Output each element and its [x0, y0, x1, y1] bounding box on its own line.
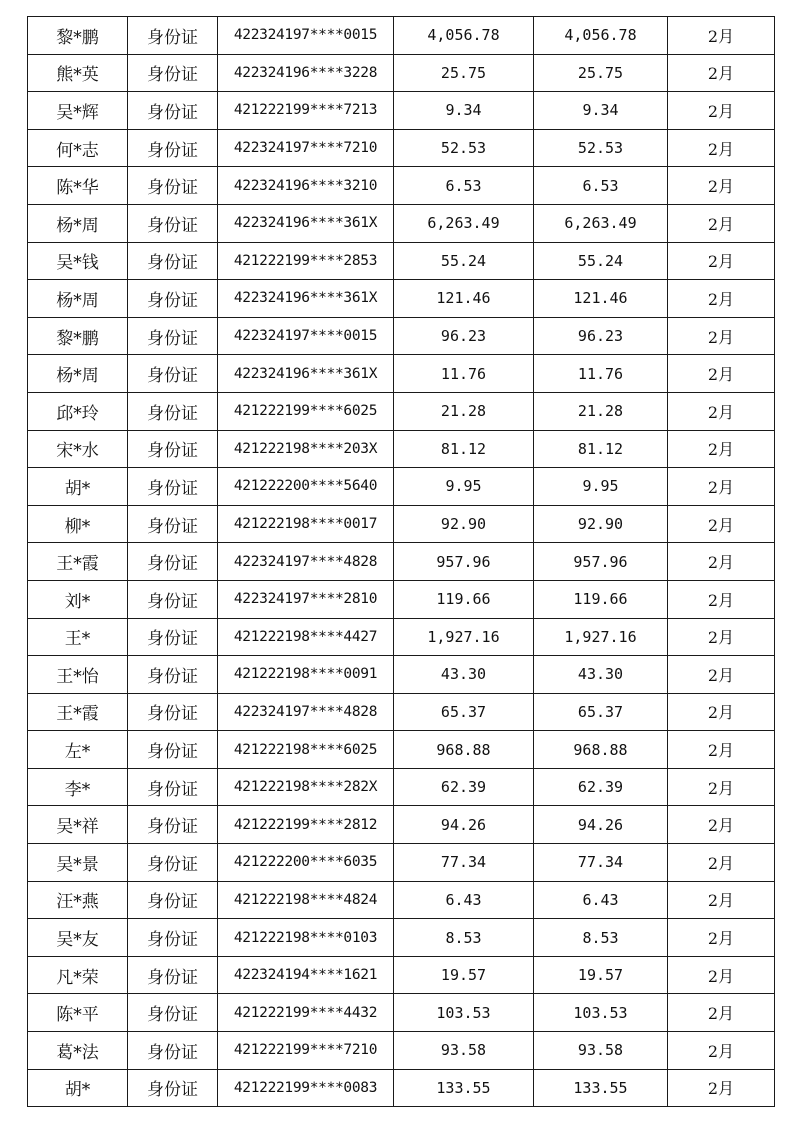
cell-id-type: 身份证 — [128, 242, 218, 280]
cell-month: 2月 — [668, 656, 775, 694]
cell-id-number: 421222198****0103 — [218, 919, 394, 957]
table-row — [28, 54, 775, 92]
cell-month: 2月 — [668, 280, 775, 318]
cell-amount-b: 4,056.78 — [534, 17, 668, 55]
cell-name: 熊*英 — [28, 54, 128, 92]
table-row — [28, 280, 775, 318]
cell-amount-a: 21.28 — [394, 392, 534, 430]
cell-id-type: 身份证 — [128, 994, 218, 1032]
cell-amount-b: 1,927.16 — [534, 618, 668, 656]
table-row — [28, 317, 775, 355]
cell-month: 2月 — [668, 204, 775, 242]
table-row — [28, 430, 775, 468]
cell-id-type: 身份证 — [128, 392, 218, 430]
cell-amount-b: 968.88 — [534, 731, 668, 769]
cell-id-number: 421222198****6025 — [218, 731, 394, 769]
cell-amount-b: 119.66 — [534, 580, 668, 618]
table-row — [28, 129, 775, 167]
cell-amount-b: 43.30 — [534, 656, 668, 694]
table-row — [28, 1032, 775, 1070]
cell-id-number: 422324194****1621 — [218, 956, 394, 994]
cell-id-number: 421222198****0091 — [218, 656, 394, 694]
cell-month: 2月 — [668, 167, 775, 205]
cell-id-type: 身份证 — [128, 881, 218, 919]
cell-month: 2月 — [668, 806, 775, 844]
table-row — [28, 543, 775, 581]
cell-name: 杨*周 — [28, 355, 128, 393]
cell-amount-a: 8.53 — [394, 919, 534, 957]
table-row — [28, 919, 775, 957]
cell-amount-b: 9.34 — [534, 92, 668, 130]
cell-name: 吴*友 — [28, 919, 128, 957]
cell-id-type: 身份证 — [128, 92, 218, 130]
cell-amount-a: 133.55 — [394, 1069, 534, 1107]
table-row — [28, 468, 775, 506]
cell-id-type: 身份证 — [128, 768, 218, 806]
cell-amount-b: 94.26 — [534, 806, 668, 844]
cell-name: 刘* — [28, 580, 128, 618]
cell-id-number: 421222199****2853 — [218, 242, 394, 280]
cell-month: 2月 — [668, 430, 775, 468]
cell-id-type: 身份证 — [128, 618, 218, 656]
table-row — [28, 242, 775, 280]
table-row — [28, 731, 775, 769]
table-row — [28, 355, 775, 393]
cell-name: 胡* — [28, 468, 128, 506]
table-row — [28, 392, 775, 430]
cell-amount-a: 25.75 — [394, 54, 534, 92]
table-row — [28, 618, 775, 656]
cell-amount-a: 96.23 — [394, 317, 534, 355]
table-row — [28, 167, 775, 205]
cell-month: 2月 — [668, 1069, 775, 1107]
cell-id-number: 421222199****2812 — [218, 806, 394, 844]
table-row — [28, 1069, 775, 1107]
cell-id-type: 身份证 — [128, 956, 218, 994]
cell-name: 杨*周 — [28, 204, 128, 242]
cell-id-number: 421222200****6035 — [218, 844, 394, 882]
table-row — [28, 505, 775, 543]
cell-name: 胡* — [28, 1069, 128, 1107]
cell-amount-a: 121.46 — [394, 280, 534, 318]
cell-name: 宋*水 — [28, 430, 128, 468]
cell-amount-a: 11.76 — [394, 355, 534, 393]
cell-amount-b: 9.95 — [534, 468, 668, 506]
cell-month: 2月 — [668, 994, 775, 1032]
cell-month: 2月 — [668, 17, 775, 55]
cell-amount-a: 77.34 — [394, 844, 534, 882]
cell-month: 2月 — [668, 543, 775, 581]
cell-amount-b: 77.34 — [534, 844, 668, 882]
cell-amount-b: 11.76 — [534, 355, 668, 393]
cell-amount-b: 6,263.49 — [534, 204, 668, 242]
cell-month: 2月 — [668, 468, 775, 506]
cell-amount-a: 62.39 — [394, 768, 534, 806]
cell-id-type: 身份证 — [128, 468, 218, 506]
cell-id-type: 身份证 — [128, 317, 218, 355]
cell-month: 2月 — [668, 618, 775, 656]
cell-id-number: 422324197****2810 — [218, 580, 394, 618]
cell-id-number: 422324197****0015 — [218, 17, 394, 55]
cell-amount-a: 968.88 — [394, 731, 534, 769]
cell-amount-a: 957.96 — [394, 543, 534, 581]
cell-id-number: 421222199****7213 — [218, 92, 394, 130]
cell-name: 王* — [28, 618, 128, 656]
table-row — [28, 844, 775, 882]
cell-month: 2月 — [668, 731, 775, 769]
cell-id-number: 422324196****361X — [218, 355, 394, 393]
cell-id-number: 421222199****6025 — [218, 392, 394, 430]
cell-amount-a: 4,056.78 — [394, 17, 534, 55]
table-row — [28, 656, 775, 694]
cell-id-type: 身份证 — [128, 355, 218, 393]
cell-id-number: 421222200****5640 — [218, 468, 394, 506]
cell-amount-b: 6.53 — [534, 167, 668, 205]
cell-id-type: 身份证 — [128, 54, 218, 92]
cell-amount-a: 92.90 — [394, 505, 534, 543]
cell-amount-a: 43.30 — [394, 656, 534, 694]
cell-id-number: 422324197****4828 — [218, 693, 394, 731]
cell-month: 2月 — [668, 242, 775, 280]
table-row — [28, 806, 775, 844]
cell-amount-a: 1,927.16 — [394, 618, 534, 656]
cell-month: 2月 — [668, 505, 775, 543]
cell-name: 左* — [28, 731, 128, 769]
cell-month: 2月 — [668, 844, 775, 882]
cell-month: 2月 — [668, 919, 775, 957]
cell-id-type: 身份证 — [128, 806, 218, 844]
cell-amount-a: 55.24 — [394, 242, 534, 280]
cell-name: 葛*法 — [28, 1032, 128, 1070]
cell-id-type: 身份证 — [128, 693, 218, 731]
cell-id-type: 身份证 — [128, 17, 218, 55]
cell-month: 2月 — [668, 956, 775, 994]
cell-month: 2月 — [668, 392, 775, 430]
table-row — [28, 17, 775, 55]
cell-id-type: 身份证 — [128, 1032, 218, 1070]
cell-id-number: 422324196****3210 — [218, 167, 394, 205]
cell-name: 吴*祥 — [28, 806, 128, 844]
cell-month: 2月 — [668, 355, 775, 393]
cell-month: 2月 — [668, 129, 775, 167]
cell-id-number: 421222199****4432 — [218, 994, 394, 1032]
cell-id-number: 421222199****7210 — [218, 1032, 394, 1070]
table-row — [28, 204, 775, 242]
data-table — [27, 16, 775, 1107]
cell-id-number: 422324196****3228 — [218, 54, 394, 92]
cell-amount-b: 121.46 — [534, 280, 668, 318]
cell-amount-a: 6,263.49 — [394, 204, 534, 242]
cell-name: 王*霞 — [28, 543, 128, 581]
cell-amount-a: 65.37 — [394, 693, 534, 731]
cell-name: 吴*辉 — [28, 92, 128, 130]
table-row — [28, 881, 775, 919]
cell-amount-b: 65.37 — [534, 693, 668, 731]
table-row — [28, 956, 775, 994]
cell-month: 2月 — [668, 1032, 775, 1070]
cell-amount-b: 8.53 — [534, 919, 668, 957]
table-row — [28, 768, 775, 806]
cell-amount-b: 96.23 — [534, 317, 668, 355]
cell-name: 王*怡 — [28, 656, 128, 694]
cell-amount-a: 119.66 — [394, 580, 534, 618]
cell-id-number: 421222198****4427 — [218, 618, 394, 656]
cell-id-type: 身份证 — [128, 1069, 218, 1107]
cell-id-number: 422324196****361X — [218, 280, 394, 318]
cell-amount-b: 52.53 — [534, 129, 668, 167]
cell-id-type: 身份证 — [128, 280, 218, 318]
cell-name: 汪*燕 — [28, 881, 128, 919]
table-body — [28, 17, 775, 1107]
cell-amount-a: 94.26 — [394, 806, 534, 844]
cell-name: 李* — [28, 768, 128, 806]
cell-id-number: 421222198****282X — [218, 768, 394, 806]
cell-amount-b: 92.90 — [534, 505, 668, 543]
table-row — [28, 92, 775, 130]
cell-month: 2月 — [668, 881, 775, 919]
cell-name: 吴*钱 — [28, 242, 128, 280]
cell-amount-a: 9.34 — [394, 92, 534, 130]
cell-month: 2月 — [668, 693, 775, 731]
cell-name: 邱*玲 — [28, 392, 128, 430]
cell-amount-b: 103.53 — [534, 994, 668, 1032]
cell-name: 凡*荣 — [28, 956, 128, 994]
cell-amount-a: 9.95 — [394, 468, 534, 506]
cell-id-type: 身份证 — [128, 204, 218, 242]
cell-month: 2月 — [668, 580, 775, 618]
cell-id-type: 身份证 — [128, 656, 218, 694]
cell-amount-b: 62.39 — [534, 768, 668, 806]
cell-name: 王*霞 — [28, 693, 128, 731]
cell-id-type: 身份证 — [128, 844, 218, 882]
cell-amount-a: 6.53 — [394, 167, 534, 205]
cell-amount-b: 93.58 — [534, 1032, 668, 1070]
cell-amount-a: 81.12 — [394, 430, 534, 468]
cell-amount-b: 133.55 — [534, 1069, 668, 1107]
cell-amount-a: 19.57 — [394, 956, 534, 994]
cell-name: 黎*鹏 — [28, 317, 128, 355]
cell-name: 陈*华 — [28, 167, 128, 205]
cell-name: 柳* — [28, 505, 128, 543]
cell-amount-a: 52.53 — [394, 129, 534, 167]
cell-amount-b: 6.43 — [534, 881, 668, 919]
cell-id-type: 身份证 — [128, 919, 218, 957]
cell-amount-a: 103.53 — [394, 994, 534, 1032]
cell-id-number: 422324197****4828 — [218, 543, 394, 581]
cell-amount-b: 21.28 — [534, 392, 668, 430]
cell-id-number: 422324197****0015 — [218, 317, 394, 355]
cell-id-number: 421222198****0017 — [218, 505, 394, 543]
cell-month: 2月 — [668, 768, 775, 806]
cell-name: 杨*周 — [28, 280, 128, 318]
cell-amount-b: 55.24 — [534, 242, 668, 280]
cell-amount-a: 6.43 — [394, 881, 534, 919]
cell-id-number: 421222199****0083 — [218, 1069, 394, 1107]
cell-name: 黎*鹏 — [28, 17, 128, 55]
cell-id-number: 421222198****203X — [218, 430, 394, 468]
cell-month: 2月 — [668, 92, 775, 130]
cell-id-number: 421222198****4824 — [218, 881, 394, 919]
cell-id-type: 身份证 — [128, 505, 218, 543]
table-row — [28, 994, 775, 1032]
cell-id-type: 身份证 — [128, 430, 218, 468]
cell-id-type: 身份证 — [128, 167, 218, 205]
cell-id-number: 422324196****361X — [218, 204, 394, 242]
cell-name: 吴*景 — [28, 844, 128, 882]
cell-amount-b: 81.12 — [534, 430, 668, 468]
cell-amount-b: 25.75 — [534, 54, 668, 92]
cell-id-type: 身份证 — [128, 543, 218, 581]
table-row — [28, 580, 775, 618]
cell-amount-b: 957.96 — [534, 543, 668, 581]
cell-amount-b: 19.57 — [534, 956, 668, 994]
table-row — [28, 693, 775, 731]
cell-name: 何*志 — [28, 129, 128, 167]
cell-id-number: 422324197****7210 — [218, 129, 394, 167]
cell-id-type: 身份证 — [128, 731, 218, 769]
cell-month: 2月 — [668, 317, 775, 355]
cell-id-type: 身份证 — [128, 580, 218, 618]
cell-month: 2月 — [668, 54, 775, 92]
cell-name: 陈*平 — [28, 994, 128, 1032]
cell-amount-a: 93.58 — [394, 1032, 534, 1070]
cell-id-type: 身份证 — [128, 129, 218, 167]
